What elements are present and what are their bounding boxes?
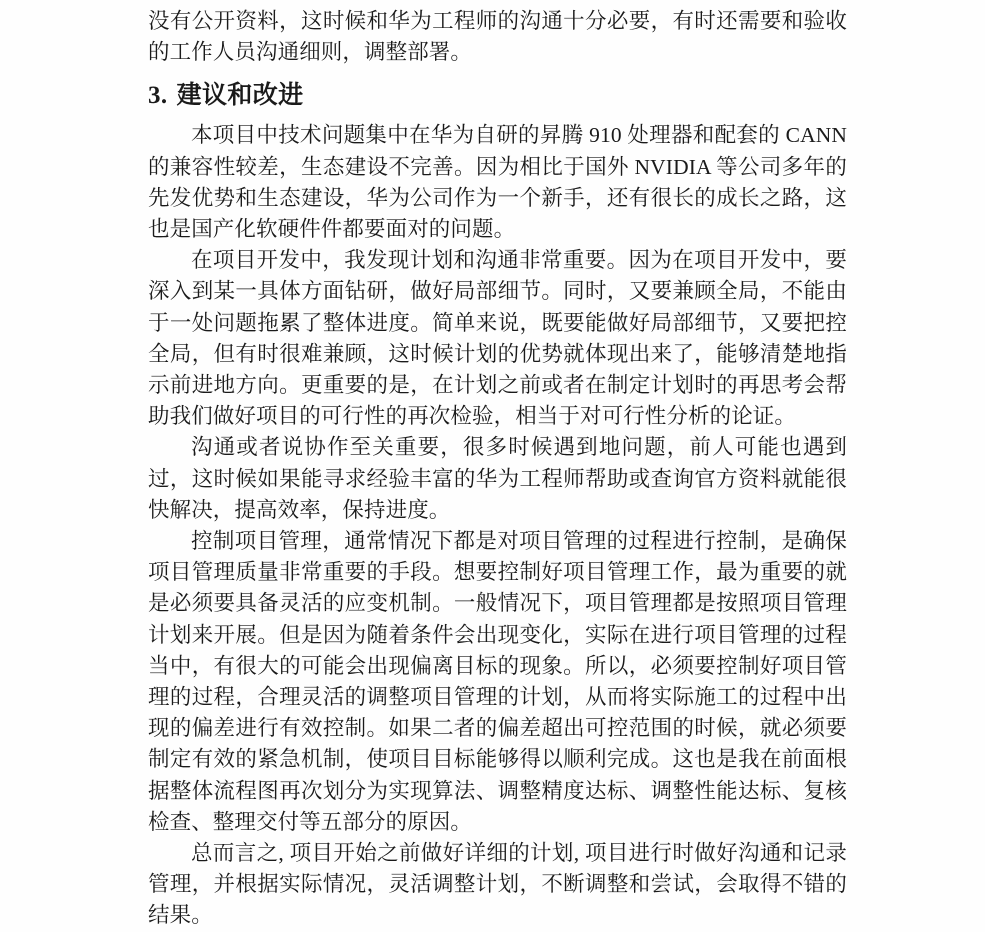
text-column: [148, 6, 847, 932]
continuation-paragraph: 没有公开资料，这时候和华为工程师的沟通十分必要，有时还需要和验收的工作人员沟通细则，调整部署。: [148, 9, 847, 65]
section-heading: [148, 68, 847, 120]
section-heading-title: 建议和改进: [176, 82, 304, 110]
body-paragraph-1: 本项目中技术问题集中在华为自研的昇腾 910 处理器和配套的 CANN 的兼容性较差，生态建设不完善。因为相比于国外 NVIDIA 等公司多年的先发优势和生态建设，华为公司作为一个新手，还有很长的成长之路，这也是国产化软硬件件都要面对的问题。: [148, 123, 847, 242]
body-paragraph-5: 总而言之, 项目开始之前做好详细的计划, 项目进行时做好沟通和记录管理，并根据实际情况，灵活调整计划，不断调整和尝试，会取得不错的结果。: [148, 841, 847, 928]
body-paragraph-3: 沟通或者说协作至关重要，很多时候遇到地问题，前人可能也遇到过，这时候如果能寻求经验丰富的华为工程师帮助或查询官方资料就能很快解决，提高效率，保持进度。: [148, 435, 847, 522]
body-paragraph-4: 控制项目管理，通常情况下都是对项目管理的过程进行控制，是确保项目管理质量非常重要的手段。想要控制好项目管理工作，最为重要的就是必须要具备灵活的应变机制。一般情况下，项目管理都是按照项目管理计划来开展。但是因为随着条件会出现变化，实际在进行项目管理的过程当中，有很大的可能会出现偏离目标的现象。所以，必须要控制好项目管理的过程，合理灵活的调整项目管理的计划，从而将实际施工的过程中出现的偏差进行有效控制。如果二者的偏差超出可控范围的时候，就必须要制定有效的紧急机制，使项目目标能够得以顺利完成。这也是我在前面根据整体流程图再次划分为实现算法、调整精度达标、调整性能达标、复核检查、整理交付等五部分的原因。: [148, 529, 847, 834]
section-heading-number: 3.: [148, 82, 168, 110]
body-paragraph-2: 在项目开发中，我发现计划和沟通非常重要。因为在项目开发中，要深入到某一具体方面钻研，做好局部细节。同时，又要兼顾全局，不能由于一处问题拖累了整体进度。简单来说，既要能做好局部细节，又要把控全局，但有时很难兼顾，这时候计划的优势就体现出来了，能够清楚地指示前进地方向。更重要的是，在计划之前或者在制定计划时的再思考会帮助我们做好项目的可行性的再次检验，相当于对可行性分析的论证。: [148, 248, 847, 429]
